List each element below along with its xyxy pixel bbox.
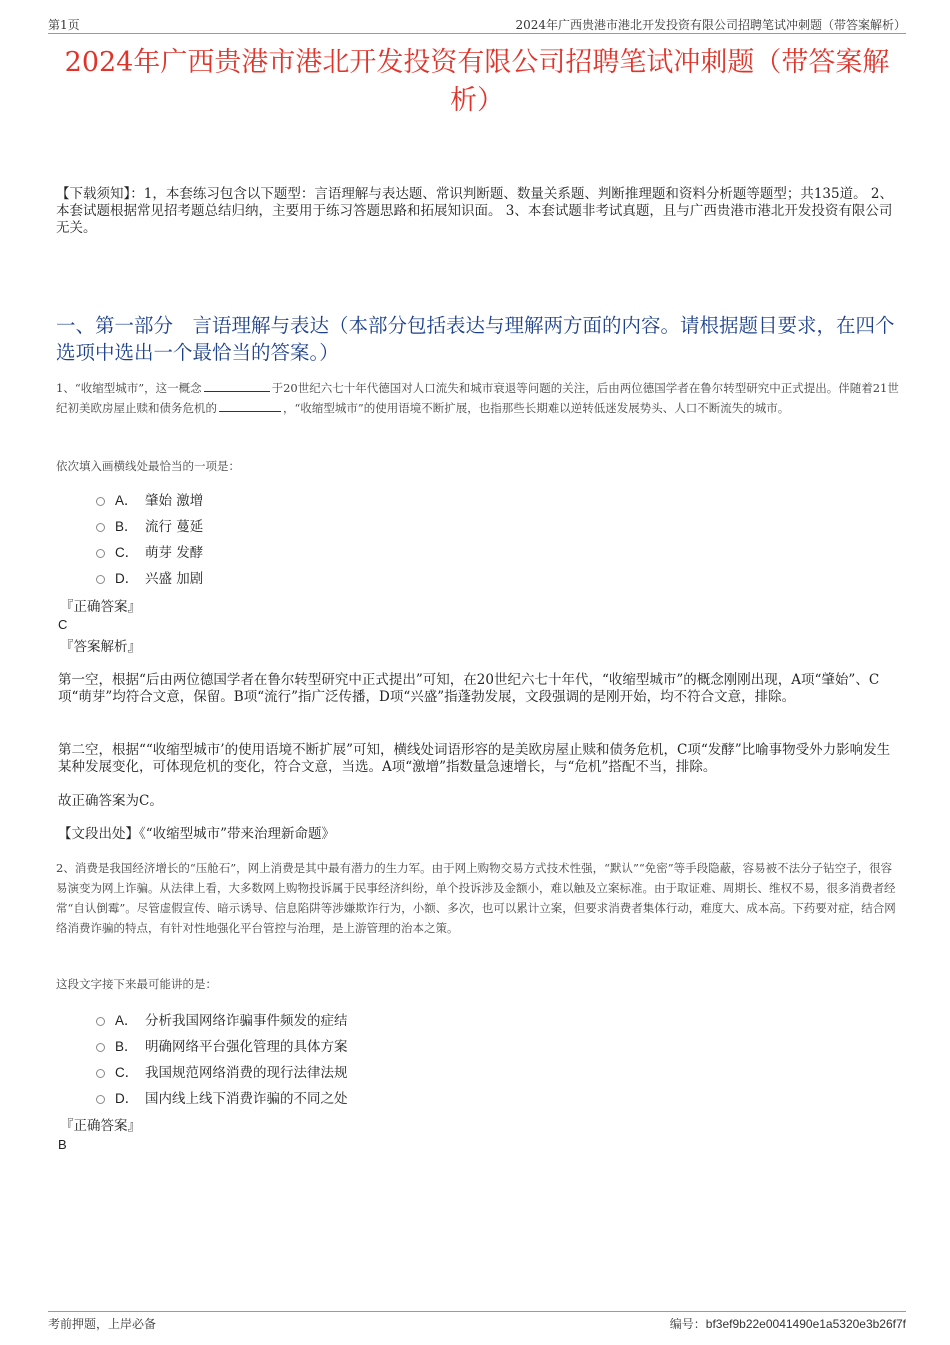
blank-2 — [219, 399, 281, 412]
source-citation: 【文段出处】《“收缩型城市”带来治理新命题》 — [58, 826, 336, 842]
option-text: 萌芽 发酵 — [145, 545, 204, 561]
page-title: 2024年广西贵港市港北开发投资有限公司招聘笔试冲刺题（带答案解析） — [64, 47, 890, 116]
page-number: 第1页 — [48, 18, 80, 32]
question-1-text-part-a: 1、“收缩型城市”，这一概念 — [56, 381, 202, 395]
option-a[interactable] — [96, 488, 203, 514]
radio-icon[interactable] — [96, 1017, 105, 1026]
option-b[interactable] — [96, 1034, 348, 1060]
footer-code — [670, 1315, 906, 1332]
analysis-paragraph-1: 第一空，根据“后由两位德国学者在鲁尔转型研究中正式提出”可知，在20世纪六七十年代，“收缩型城市”的概念刚刚出现，A项“肇始”、C项“萌芽”均符合文意，保留。B项“流行”指广泛传播，D项“兴盛”指蓬勃发展，文段强调的是刚开始，均不符合文意，排除。 — [58, 672, 880, 705]
header-divider — [48, 33, 906, 34]
question-2-options — [96, 1008, 348, 1112]
radio-icon[interactable] — [96, 1069, 105, 1078]
analysis-conclusion: 故正确答案为C。 — [58, 793, 163, 809]
section-heading: 一、第一部分 言语理解与表达（本部分包括表达与理解两方面的内容。请根据题目要求，在四个选项中选出一个最恰当的答案。） — [56, 314, 895, 364]
download-notice: 【下载须知】：1，本套练习包含以下题型：言语理解与表达题、常识判断题、数量关系题、判断推理题和资料分析题等题型；共135道。 2、本套试题根据常见招考题总结归纳，主要用于练习答题思路和拓展知识面。 3、本套试题非考试真题，且与广西贵港市港北开发投资有限公司无关。 — [56, 186, 893, 236]
option-d[interactable] — [96, 1086, 348, 1112]
radio-icon[interactable] — [96, 497, 105, 506]
question-2-prompt: 这段文字接下来最可能讲的是： — [56, 977, 217, 991]
option-text: 兴盛 加剧 — [145, 571, 204, 587]
question-1-text-part-c: ，“收缩型城市”的使用语境不断扩展，也指那些长期难以逆转低迷发展势头、人口不断流失的城市。 — [283, 401, 790, 415]
question-1-prompt: 依次填入画横线处最恰当的一项是： — [56, 459, 240, 473]
answer-label: 『正确答案』 — [60, 1118, 141, 1134]
option-letter: C． — [115, 545, 139, 560]
analysis-label: 『答案解析』 — [60, 639, 141, 655]
answer-value: B — [58, 1137, 67, 1152]
option-text: 国内线上线下消费诈骗的不同之处 — [145, 1091, 348, 1107]
analysis-paragraph-2: 第二空，根据““收缩型城市’的使用语境不断扩展”可知，横线处词语形容的是美欧房屋止赎和债务危机，C项“发酵”比喻事物受外力影响发生某种发展变化，可体现危机的变化，符合文意，当选。A项“激增”指数量急速增长，与“危机”搭配不当，排除。 — [58, 742, 891, 775]
answer-label: 『正确答案』 — [60, 599, 141, 615]
option-text: 肇始 激增 — [145, 493, 204, 509]
option-b[interactable] — [96, 514, 203, 540]
radio-icon[interactable] — [96, 523, 105, 532]
option-letter: A． — [115, 1013, 138, 1028]
option-text: 明确网络平台强化管理的具体方案 — [145, 1039, 348, 1055]
option-d[interactable] — [96, 566, 203, 592]
answer-value: C — [58, 617, 68, 632]
option-letter: A． — [115, 493, 138, 508]
option-text: 我国规范网络消费的现行法律法规 — [145, 1065, 348, 1081]
option-a[interactable] — [96, 1008, 348, 1034]
option-letter: D． — [115, 1091, 139, 1106]
option-letter: C． — [115, 1065, 139, 1080]
question-2-text: 2、消费是我国经济增长的“压舱石”，网上消费是其中最有潜力的生力军。由于网上购物交易方式技术性强，“默认”“免密”等手段隐蔽，容易被不法分子钻空子，很容易演变为网上诈骗。从法律上看，大多数网上购物投诉属于民事经济纠纷，单个投诉涉及金额小，难以触及立案标准。由于取证难、周期长、维权不易，很多消费者经常“自认倒霉”。尽管虚假宣传、暗示诱导、信息陷阱等涉嫌欺诈行为，小额、多次，也可以累计立案，但要求消费者集体行动，难度大、成本高。下药要对症，结合网络消费诈骗的特点，有针对性地强化平台管控与治理，是上游管理的治本之策。 — [56, 861, 896, 935]
option-c[interactable] — [96, 1060, 348, 1086]
blank-1 — [204, 379, 270, 392]
header-doc-title: 2024年广西贵港市港北开发投资有限公司招聘笔试冲刺题（带答案解析） — [515, 18, 906, 32]
option-letter: D． — [115, 571, 139, 586]
option-letter: B． — [115, 1039, 138, 1054]
question-1-options — [96, 488, 203, 592]
question-1-text — [56, 378, 901, 418]
radio-icon[interactable] — [96, 1043, 105, 1052]
footer-code-value: bf3ef9b22e0041490e1a5320e3b26f7f — [705, 1317, 906, 1331]
option-text: 分析我国网络诈骗事件频发的症结 — [145, 1013, 348, 1029]
radio-icon[interactable] — [96, 1095, 105, 1104]
option-letter: B． — [115, 519, 138, 534]
radio-icon[interactable] — [96, 575, 105, 584]
footer-slogan: 考前押题，上岸必备 — [48, 1317, 157, 1331]
footer-code-label: 编号： — [669, 1317, 706, 1331]
option-text: 流行 蔓延 — [145, 519, 204, 535]
radio-icon[interactable] — [96, 549, 105, 558]
question-1-text-part-b: 于20世纪六七十年代德国对人口流失和城市衰退等问题的关注，后由两位德国学者在鲁尔转型研究中正式提出。伴随着21世纪初美欧房屋止赎和债务危机的 — [56, 381, 899, 415]
option-c[interactable] — [96, 540, 203, 566]
footer-divider — [48, 1311, 906, 1312]
